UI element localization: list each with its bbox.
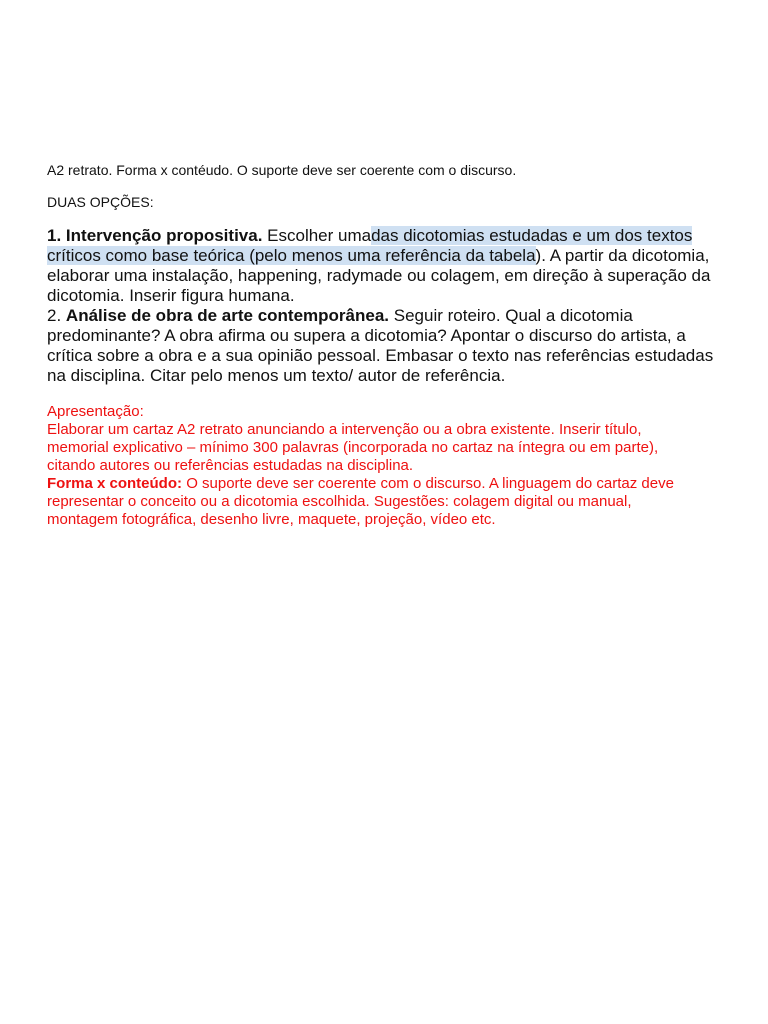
presentation-line1: Elaborar um cartaz A2 retrato anunciando a intervenção ou a obra existente. Inserir título, (47, 421, 642, 438)
options-heading: DUAS OPÇÕES: (47, 194, 154, 210)
option1-number: 1. (47, 226, 62, 245)
presentation-line4-rest: O suporte deve ser coerente com o discurso. A linguagem do cartaz deve (186, 475, 674, 492)
option2-number: 2. (47, 306, 62, 325)
form-content-title: Forma x conteúdo: (47, 475, 183, 492)
presentation-heading: Apresentação: (47, 403, 144, 420)
presentation-line3: citando autores ou referências estudadas na disciplina. (47, 457, 414, 474)
option1-line4: dicotomia. Inserir figura humana. (47, 286, 295, 305)
option2-line1-rest: Seguir roteiro. Qual a dicotomia (393, 306, 633, 325)
presentation-line4 (47, 475, 674, 493)
presentation-line5: representar o conceito ou a dicotomia escolhida. Sugestões: colagem digital ou manual, (47, 493, 632, 510)
option2-line1 (47, 306, 633, 326)
option2-line3: crítica sobre a obra e a sua opinião pessoal. Embasar o texto nas referências estudadas (47, 346, 714, 365)
option1-line2 (47, 246, 709, 266)
option1-line2-highlight: críticos como base teórica (pelo menos uma referência da tabela (47, 246, 536, 265)
option1-line1 (47, 226, 692, 246)
option1-line2-rest: ). A partir da dicotomia, (535, 246, 710, 265)
option1-title: Intervenção propositiva. (65, 226, 263, 245)
header-line: A2 retrato. Forma x contéudo. O suporte deve ser coerente com o discurso. (47, 162, 517, 178)
presentation-line6: montagem fotográfica, desenho livre, maquete, projeção, vídeo etc. (47, 511, 496, 528)
option1-line3: elaborar uma instalação, happening, radymade ou colagem, em direção à superação da (47, 266, 711, 285)
option1-line1-plain: Escolher uma (267, 226, 372, 245)
option2-line4: na disciplina. Citar pelo menos um texto/ autor de referência. (47, 366, 506, 385)
option2-line2: predominante? A obra afirma ou supera a dicotomia? Apontar o discurso do artista, a (47, 326, 686, 345)
presentation-line2: memorial explicativo – mínimo 300 palavras (incorporada no cartaz na íntegra ou em parte), (47, 439, 659, 456)
option2-title: Análise de obra de arte contemporânea. (65, 306, 390, 325)
option1-line1-highlight: das dicotomias estudadas e um dos textos (371, 226, 693, 245)
